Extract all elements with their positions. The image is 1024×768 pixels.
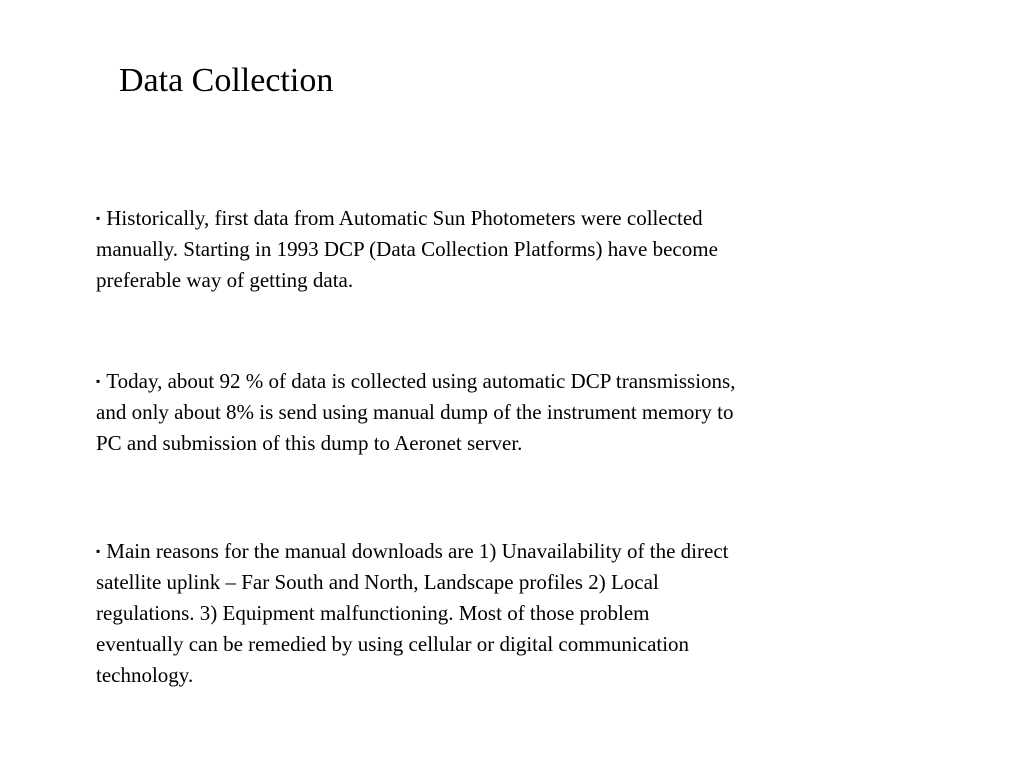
bullet-line: Today, about 92 % of data is collected using automatic DCP transmissions, [106, 369, 736, 393]
bullet-manual-download-reasons [96, 536, 896, 691]
bullet-line: eventually can be remedied by using cellular or digital communication [96, 632, 690, 656]
bullet-line: regulations. 3) Equipment malfunctioning. Most of those problem [96, 601, 650, 625]
slide-title: Data Collection [119, 62, 334, 99]
square-bullet-icon: ▪ [96, 211, 101, 225]
bullet-line: satellite uplink – Far South and North, Landscape profiles 2) Local [96, 570, 659, 594]
bullet-line: PC and submission of this dump to Aeronet server. [96, 431, 523, 455]
bullet-line: preferable way of getting data. [96, 268, 354, 292]
bullet-line: technology. [96, 663, 194, 687]
bullet-line: Main reasons for the manual downloads are 1) Unavailability of the direct [106, 539, 729, 563]
square-bullet-icon: ▪ [96, 544, 101, 558]
bullet-line: and only about 8% is send using manual dump of the instrument memory to [96, 400, 734, 424]
bullet-line: Historically, first data from Automatic Sun Photometers were collected [106, 206, 703, 230]
square-bullet-icon: ▪ [96, 374, 101, 388]
bullet-line: manually. Starting in 1993 DCP (Data Collection Platforms) have become [96, 237, 718, 261]
bullet-historical-collection [96, 203, 896, 296]
bullet-today-statistics [96, 366, 896, 459]
